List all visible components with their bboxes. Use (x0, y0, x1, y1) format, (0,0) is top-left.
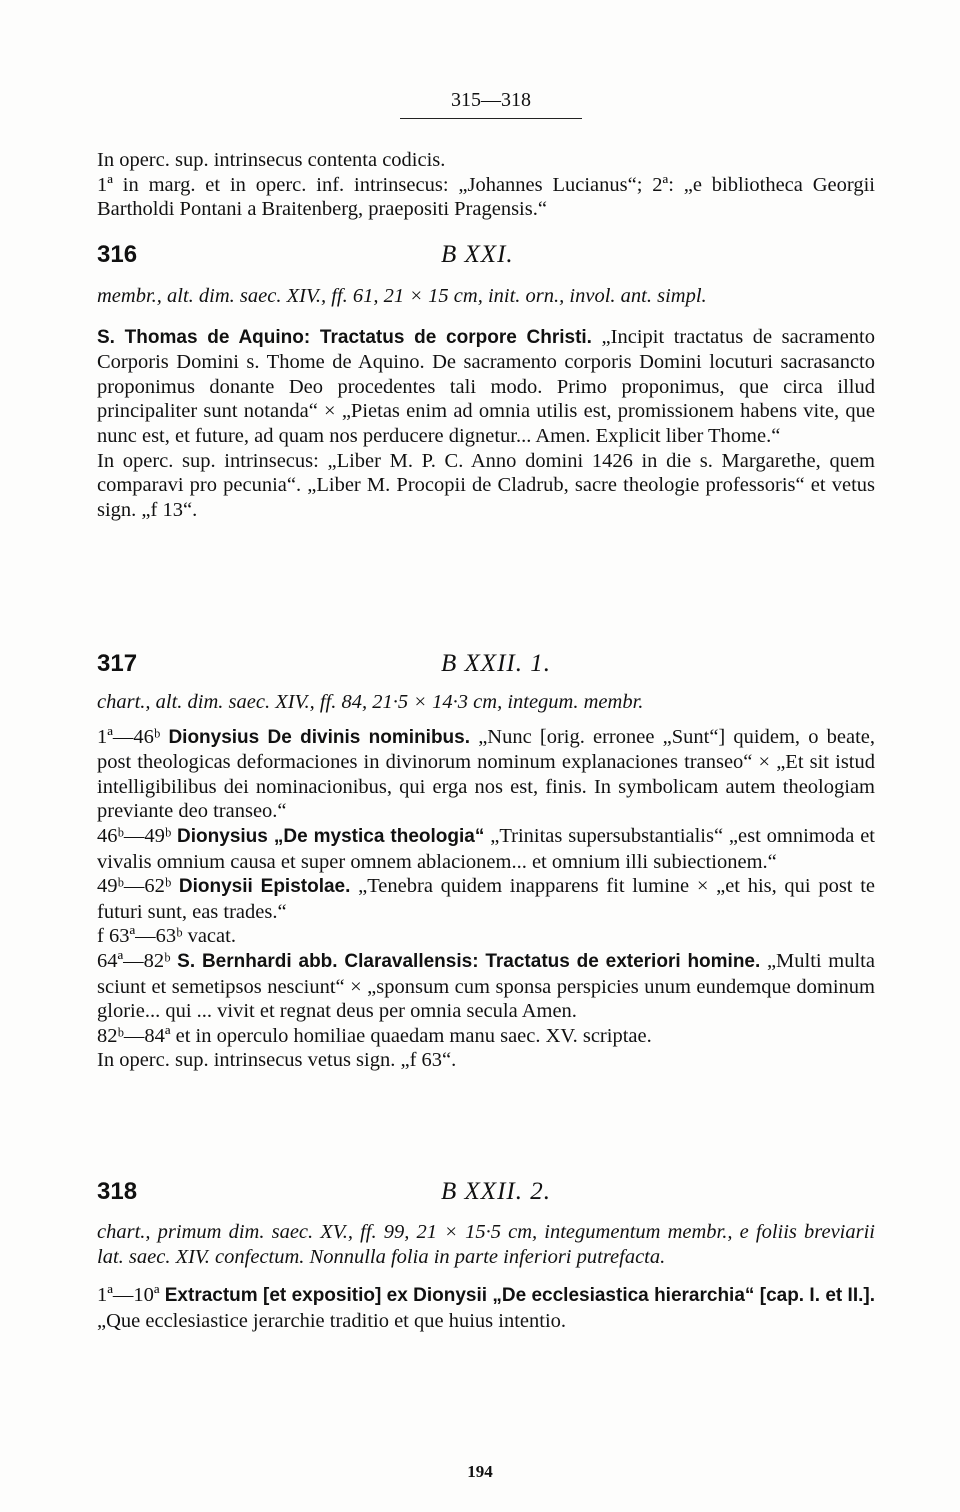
entry-318-header (97, 1180, 875, 1214)
entry-316-provenance (97, 449, 875, 523)
entry-317-item-5 (97, 949, 875, 1024)
entry-317-item-2-text: „Trinitas supersubstantialis“ „est omnimoda et vivalis omnium causa et super omnem ablacionem... et omnium illi subiectionem.“ (97, 824, 875, 873)
entry-317-item-2-folios: 46ᵇ—49ᵇ (97, 824, 178, 847)
entry-316-incipit: „Incipit tractatus de sacramento Corporis Domini s. Thome de Aquino. De sacramento corporis Domini locuturi sacrasancto proponimus donante Deo procedentes tali modo. (97, 325, 876, 398)
entry-318-description: chart., primum dim. saec. XV., ff. 99, 21 × 15·5 cm, integumentum membr., e foliis breviarii lat. saec. XIV. confectum. Nonnulla folia in parte inferiori putrefacta. (97, 1221, 875, 1268)
entry-318-item-1-title: Extractum [et expositio] ex Dionysii „De ecclesiastica hierarchia“ [cap. I. et II.]. (164, 1285, 875, 1307)
entry-316-header (97, 243, 875, 277)
entry-316-text: Primo proponimus, que circa illud principaliter sunt notanda“ × „Pietas enim ad omnia utilis est, promissionem habens vite, que nunc est, et future, ad quam nos perducere dignetur... Amen. Explicit liber Thome.“ (97, 375, 875, 447)
entry-317-item-3-title: Dionysii Epistolae. (178, 876, 351, 898)
entry-317-body (97, 690, 875, 1073)
entry-317-item-3-text: „Tenebra quidem inapparens fit lumine × „et his, qui post te futuri sunt, eas trades.“ (97, 875, 875, 923)
entry-315-note-2: 1ª in marg. et in operc. inf. intrinsecus: „Johannes Lucianus“; 2ª: „e bibliotheca Georgii Bartholdi Pontani a Braitenberg, praepositi Pragensis.“ (97, 173, 875, 221)
entry-316-title: S. Thomas de Aquino: Tractatus de corpore Christi. (97, 326, 592, 348)
entry-317-item-2 (97, 824, 875, 874)
entry-317-item-3 (97, 874, 875, 924)
entry-317-item-2-title: Dionysius „De mystica theologia“ (177, 825, 485, 847)
entry-317-item-1-folios: 1ª—46ᵇ (97, 725, 169, 748)
entry-317-item-1-text: „Nunc [orig. erronee „Sunt“] quidem, o beate, post theologicas deformaciones in divinorum nominum explanaciones transeo“ × „Et sit istud intelligibilibus dei nominacionibus, qui erga nos est, finis. In symbolicam autem theologiam previante deo transeo.“ (97, 725, 875, 823)
entry-317-item-5-text: „Multi multa sciunt et semetipsos nesciunt“ × „sponsum cum sponsa perspicies unum eundemque dominum glorie... qui ... vivit et regnat deus per omnia secula Amen. (97, 949, 875, 1023)
entry-317-number: 317 (97, 650, 138, 677)
entry-316-description: membr., alt. dim. saec. XIV., ff. 61, 21 × 15 cm, init. orn., invol. ant. simpl. (97, 285, 707, 307)
entry-315-notes (97, 148, 875, 222)
entry-317-item-1-title: Dionysius De divinis nominibus. (168, 726, 471, 748)
entry-316-note-a: In operc. sup. intrinsecus: „Liber M. P. C. Anno domini 1426 in die s. Margarethe, quem comparavi pro pecunia“. „Liber M. (97, 449, 875, 497)
entry-318-shelfmark: B XXII. 2. (441, 1178, 551, 1205)
entry-317-item-6: 82ᵇ—84ª et in operculo homiliae quaedam manu saec. XV. scriptae. (97, 1024, 652, 1047)
entry-316-body (97, 284, 875, 522)
entry-317-item-5-folios: 64ª—82ᵇ (97, 949, 178, 972)
entry-318-number: 318 (97, 1178, 138, 1205)
running-head-rule (400, 118, 582, 119)
entry-317-description: chart., alt. dim. saec. XIV., ff. 84, 21·5 × 14·3 cm, integum. membr. (97, 691, 644, 713)
entry-318-item-1 (97, 1283, 875, 1333)
entry-318-body (97, 1220, 875, 1333)
entry-316-note-b: , sacre theologie professoris“ et vetus sign. „f 13“. (97, 474, 875, 521)
entry-318-item-1-folios: 1ª—10ª (97, 1284, 165, 1307)
entry-315-note-1: In operc. sup. intrinsecus contenta codicis. (97, 149, 446, 171)
entry-317-item-4: f 63ª—63ᵇ vacat. (97, 925, 236, 948)
running-head: 315—318 (451, 89, 531, 111)
entry-316-number: 316 (97, 241, 138, 268)
entry-317-shelfmark: B XXII. 1. (441, 650, 551, 677)
entry-316-content (97, 325, 875, 449)
entry-318-item-1-text: „Que ecclesiastice jerarchie traditio et que huius intentio. (97, 1309, 567, 1332)
entry-316-shelfmark: B XXI. (441, 241, 514, 268)
page-number: 194 (467, 1462, 493, 1481)
entry-316-note-name: Procopii de Cladrub (396, 474, 564, 497)
entry-317-item-7: In operc. sup. intrinsecus vetus sign. „f 63“. (97, 1049, 457, 1072)
entry-317-item-5-title: S. Bernhardi abb. Claravallensis: Tractatus de exteriori homine. (177, 950, 761, 972)
entry-317-item-1 (97, 725, 875, 824)
entry-317-item-3-folios: 49ᵇ—62ᵇ (97, 875, 179, 898)
entry-317-header (97, 652, 875, 686)
